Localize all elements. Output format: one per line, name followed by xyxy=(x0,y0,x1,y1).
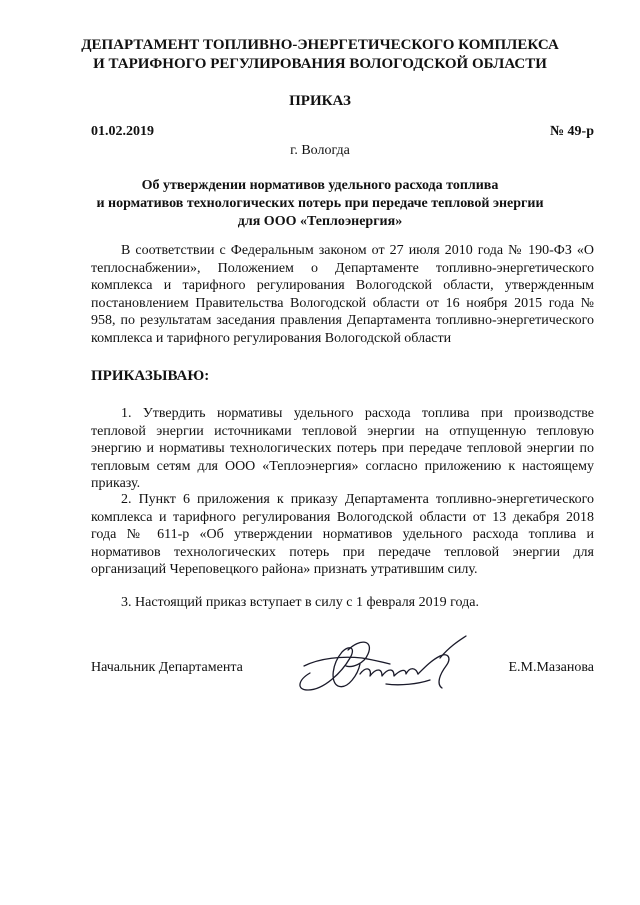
document-city: г. Вологда xyxy=(290,143,350,158)
order-item-1: 1. Утвердить нормативы удельного расхода топлива при производстве тепловой энергии источниками тепловой энергии на отпущенную тепловую энергию и нормативы технологических потерь при передаче тепловой энергии по тепловым сетям для ООО «Теплоэнергия» согласно приложению к настоящему приказу. xyxy=(91,406,594,491)
handwritten-signature xyxy=(290,628,480,703)
subject-line-2: и нормативов технологических потерь при передаче тепловой энергии xyxy=(96,196,544,211)
subject-line-3: для ООО «Теплоэнергия» xyxy=(237,214,403,229)
document-date: 01.02.2019 xyxy=(91,124,154,139)
signer-position: Начальник Департамента xyxy=(91,660,243,675)
intro-paragraph: В соответствии с Федеральным законом от 27 июля 2010 года № 190-ФЗ «О теплоснабжении», Положением о Департаменте топливно-энергетического комплекса и тарифного регулирования Вологодской области, утвержденным постановлением Правительства Вологодской области от 16 ноября 2015 года № 958, по результатам заседания правления Департамента топливно-энергетического комплекса и тарифного регулирования Вологодской области xyxy=(91,243,594,346)
department-line-1: ДЕПАРТАМЕНТ ТОПЛИВНО-ЭНЕРГЕТИЧЕСКОГО КОМПЛЕКСА xyxy=(81,37,559,53)
department-header xyxy=(0,36,640,74)
department-line-2: И ТАРИФНОГО РЕГУЛИРОВАНИЯ ВОЛОГОДСКОЙ ОБЛАСТИ xyxy=(93,56,547,72)
order-word: ПРИКАЗЫВАЮ: xyxy=(91,368,210,384)
document-number: № 49-р xyxy=(549,124,594,139)
subject-line-1: Об утверждении нормативов удельного расхода топлива xyxy=(141,178,499,193)
signer-name: Е.М.Мазанова xyxy=(508,660,594,675)
order-item-2: 2. Пункт 6 приложения к приказу Департамента топливно-энергетического комплекса и тарифного регулирования Вологодской области от 13 декабря 2018 года № 611-р «Об утверждении нормативов удельного расхода топлива и нормативов технологических потерь при передаче тепловой энергии для организаций Череповецкого района» признать утратившим силу. xyxy=(91,492,594,577)
order-item-3: 3. Настоящий приказ вступает в силу с 1 февраля 2019 года. xyxy=(121,595,479,610)
document-subject xyxy=(0,177,640,231)
document-type: ПРИКАЗ xyxy=(289,93,351,109)
